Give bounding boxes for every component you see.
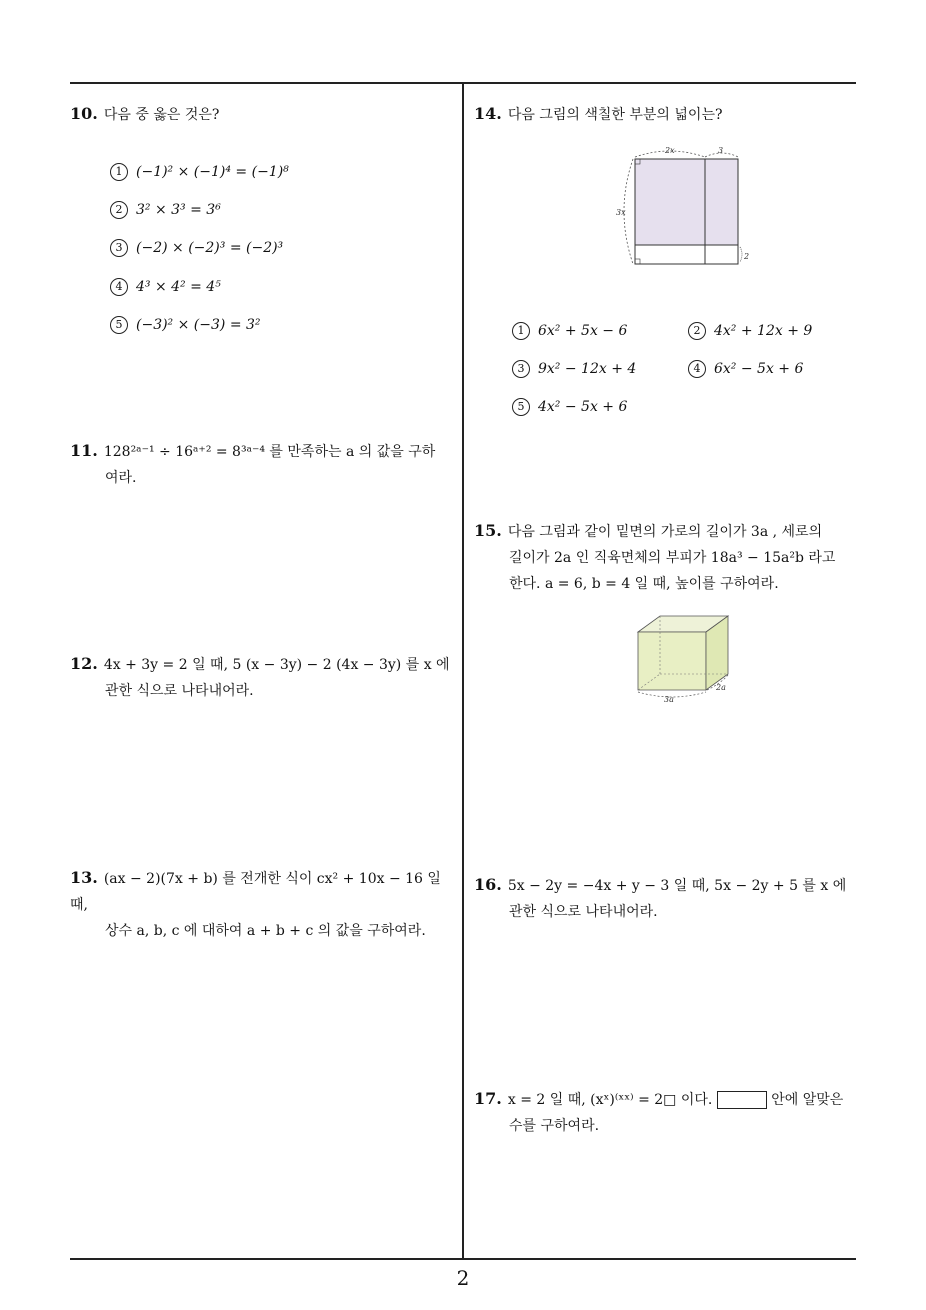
question-text-line2: 여라. (105, 470, 137, 486)
question-number: 15. (474, 521, 502, 540)
choice-expr: 4³ × 4² = 4⁵ (136, 279, 221, 295)
right-angle-mark (635, 259, 640, 264)
label-2x: 2x (665, 146, 675, 155)
question-number: 11. (70, 441, 98, 460)
question-text-line1: 4x + 3y = 2 일 때, 5 (x − 3y) − 2 (4x − 3y) 를 x 에 (103, 657, 450, 673)
q14-choice-3[interactable] (512, 360, 636, 378)
choice-mark: 5 (512, 398, 530, 416)
question-number: 10. (70, 104, 98, 123)
question-12 (70, 651, 458, 704)
dim-bracket-right (740, 247, 742, 262)
question-11 (70, 438, 458, 491)
question-text-line1: (ax − 2)(7x + b) 를 전개한 식이 cx² + 10x − 16 일 때, (70, 871, 441, 913)
q15-cuboid-figure (630, 610, 740, 705)
label-3a: 3a (664, 695, 674, 704)
question-text-line1: 다음 그림과 같이 밑면의 가로의 길이가 3a , 세로의 (507, 524, 823, 540)
question-17 (474, 1086, 864, 1139)
question-14 (474, 101, 723, 128)
q14-choice-4[interactable] (688, 360, 803, 378)
label-3: 3 (718, 146, 724, 155)
choice-mark: 4 (110, 278, 128, 296)
choice-mark: 2 (688, 322, 706, 340)
question-text-line3: 한다. a = 6, b = 4 일 때, 높이를 구하여라. (509, 576, 779, 592)
q10-choice-1[interactable] (110, 163, 289, 181)
choice-expr: 9x² − 12x + 4 (538, 361, 637, 377)
question-text: 다음 그림의 색칠한 부분의 넓이는? (507, 107, 723, 123)
question-text-line2: 관한 식으로 나타내어라. (105, 683, 254, 699)
choice-expr: 3² × 3³ = 3⁶ (136, 202, 221, 218)
choice-expr: 4x² + 12x + 9 (714, 323, 813, 339)
q14-choice-1[interactable] (512, 322, 627, 340)
question-16 (474, 872, 864, 925)
question-number: 14. (474, 104, 502, 123)
question-15 (474, 518, 864, 597)
question-text: 다음 중 옳은 것은? (103, 107, 220, 123)
label-3x: 3x (616, 208, 626, 217)
column-divider (462, 82, 464, 1260)
q10-choice-4[interactable] (110, 278, 221, 296)
question-number: 16. (474, 875, 502, 894)
q14-choice-5[interactable] (512, 398, 627, 416)
q10-choice-5[interactable] (110, 316, 261, 334)
question-number: 12. (70, 654, 98, 673)
choice-expr: (−2) × (−2)³ = (−2)³ (136, 240, 284, 256)
question-text-line1a: x = 2 일 때, (xˣ)⁽ˣˣ⁾ = 2□ 이다. (507, 1092, 713, 1108)
choice-expr: 4x² − 5x + 6 (538, 399, 628, 415)
question-number: 17. (474, 1089, 502, 1108)
question-13 (70, 865, 458, 944)
question-number: 13. (70, 868, 98, 887)
q10-choice-2[interactable] (110, 201, 221, 219)
question-10 (70, 101, 219, 128)
question-text-line1: 128²ᵃ⁻¹ ÷ 16ᵃ⁺² = 8³ᵃ⁻⁴ 를 만족하는 a 의 값을 구하 (103, 444, 436, 460)
q14-choice-2[interactable] (688, 322, 812, 340)
question-text-line2: 상수 a, b, c 에 대하여 a + b + c 의 값을 구하여라. (105, 923, 426, 939)
q10-choice-3[interactable] (110, 239, 283, 257)
q14-figure (610, 143, 760, 273)
choice-mark: 1 (512, 322, 530, 340)
choice-mark: 4 (688, 360, 706, 378)
choice-mark: 2 (110, 201, 128, 219)
choice-mark: 3 (110, 239, 128, 257)
choice-mark: 1 (110, 163, 128, 181)
choice-mark: 5 (110, 316, 128, 334)
choice-expr: 6x² + 5x − 6 (538, 323, 628, 339)
label-2a: 2a (716, 683, 726, 692)
label-2: 2 (744, 252, 750, 261)
answer-blank-box[interactable] (717, 1091, 767, 1109)
page-number: 2 (456, 1266, 470, 1290)
question-text-line1b: 안에 알맞은 (771, 1092, 844, 1108)
question-text-line2: 수를 구하여라. (509, 1118, 600, 1134)
question-text-line2: 길이가 2a 인 직육면체의 부피가 18a³ − 15a²b 라고 (509, 550, 836, 566)
shaded-region (635, 159, 738, 245)
bottom-rule (70, 1258, 856, 1260)
cuboid-front-face (638, 632, 706, 690)
choice-mark: 3 (512, 360, 530, 378)
question-text-line1: 5x − 2y = −4x + y − 3 일 때, 5x − 2y + 5 를 x 에 (507, 878, 847, 894)
choice-expr: 6x² − 5x + 6 (714, 361, 804, 377)
choice-expr: (−1)² × (−1)⁴ = (−1)⁸ (136, 164, 289, 180)
question-text-line2: 관한 식으로 나타내어라. (509, 904, 658, 920)
choice-expr: (−3)² × (−3) = 3² (136, 317, 261, 333)
